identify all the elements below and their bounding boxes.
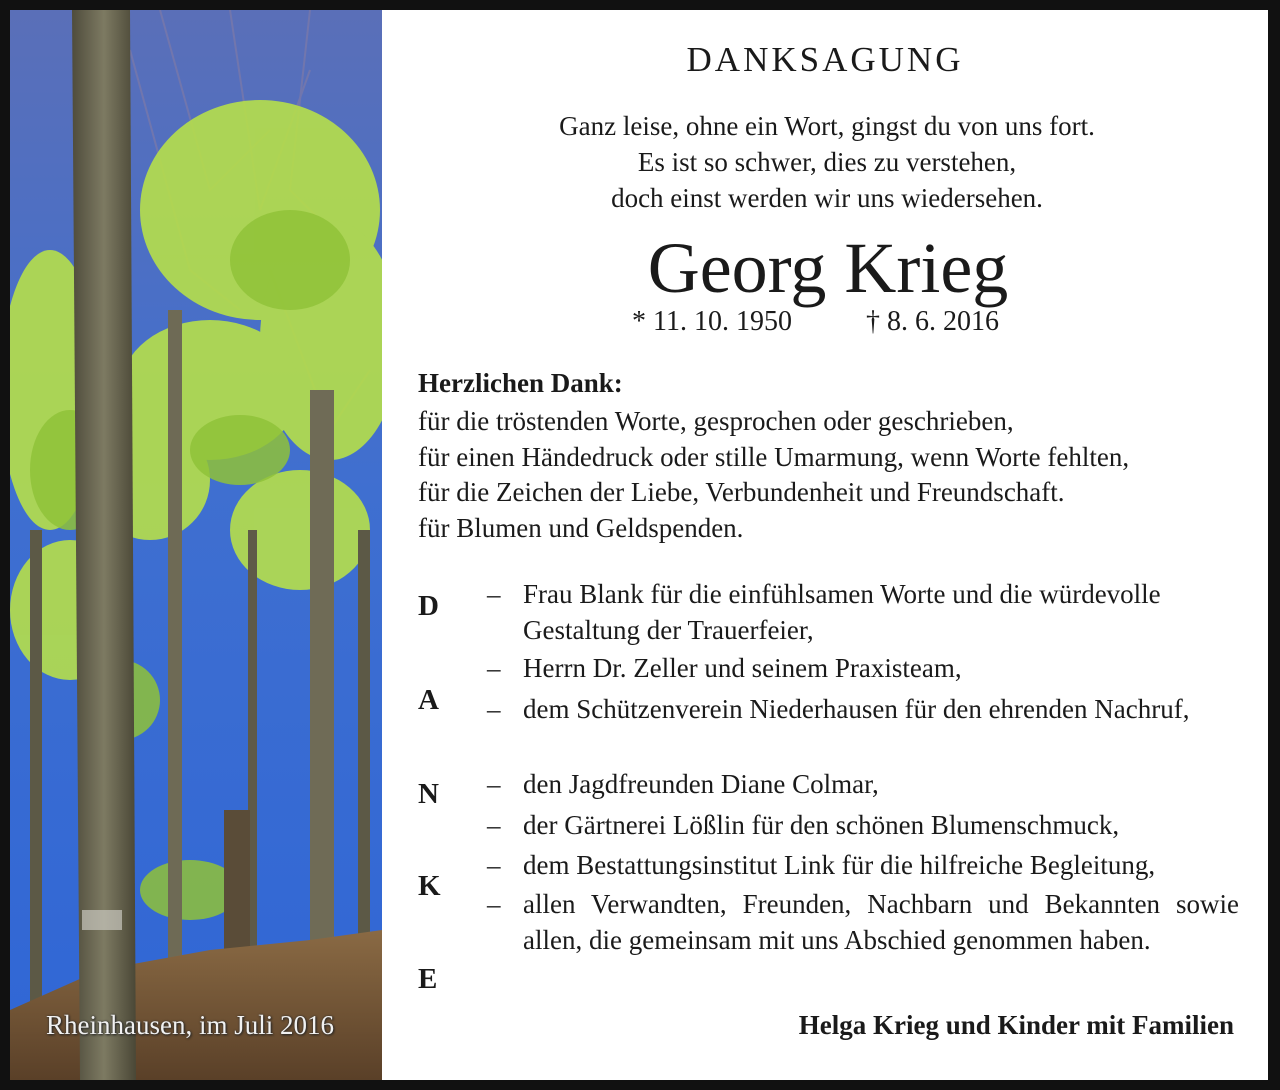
item-text: den Jagdfreunden Diane Colmar, xyxy=(523,769,879,799)
thanks-title: Herzlichen Dank: xyxy=(418,368,623,398)
dash-bullet: – xyxy=(487,769,501,799)
poem-line: doch einst werden wir uns wiedersehen. xyxy=(611,183,1043,213)
dash-bullet: – xyxy=(487,810,501,840)
poem-line: Ganz leise, ohne ein Wort, gingst du von uns fort. xyxy=(559,111,1095,141)
item-text: dem Bestattungsinstitut Link für die hilfreiche Begleitung, xyxy=(523,850,1156,880)
item-text: Frau Blank für die einfühlsamen Worte und die würdevolle Gestaltung der Trauerfeier, xyxy=(523,579,1161,645)
item-text: der Gärtnerei Lößlin für den schönen Blumenschmuck, xyxy=(523,810,1120,840)
poem-line: Es ist so schwer, dies zu verstehen, xyxy=(637,147,1017,177)
place-and-date: Rheinhausen, im Juli 2016 xyxy=(46,1010,334,1040)
item-text: Herrn Dr. Zeller und seinem Praxisteam, xyxy=(523,653,962,683)
danke-letter-d: D xyxy=(418,590,439,622)
item-text: allen Verwandten, Freunden, Nachbarn und Bekannten sowie allen, die gemeinsam mit uns Abschied genommen haben. xyxy=(523,889,1239,955)
forest-photo xyxy=(10,10,382,1080)
page-title: DANKSAGUNG xyxy=(686,40,964,79)
danke-letter-e: E xyxy=(418,963,438,995)
danke-letter-k: K xyxy=(418,870,441,902)
danke-letter-a: A xyxy=(418,684,439,716)
dash-bullet: – xyxy=(487,694,501,724)
birth-date: * 11. 10. 1950 xyxy=(632,306,792,337)
thanks-paragraph xyxy=(418,404,1129,546)
danke-letter-n: N xyxy=(418,778,439,810)
thanks-line: für die tröstenden Worte, gesprochen oder geschrieben, xyxy=(418,406,1014,436)
thanks-line: für einen Händedruck oder stille Umarmung, wenn Worte fehlten, xyxy=(418,441,1130,472)
thanks-line: für Blumen und Geldspenden. xyxy=(418,512,744,543)
thanks-line: für die Zeichen der Liebe, Verbundenheit und Freundschaft. xyxy=(418,477,1065,507)
dash-bullet: – xyxy=(487,579,501,609)
dash-bullet: – xyxy=(487,889,501,919)
death-date: † 8. 6. 2016 xyxy=(866,306,999,337)
deceased-name: Georg Krieg xyxy=(647,228,1009,308)
signature: Helga Krieg und Kinder mit Familien xyxy=(798,1010,1234,1040)
dash-bullet: – xyxy=(487,653,501,683)
dash-bullet: – xyxy=(487,850,501,880)
notice-text xyxy=(382,10,1268,1080)
item-text: dem Schützenverein Niederhausen für den ehrenden Nachruf, xyxy=(523,694,1190,724)
memorial-poem xyxy=(382,108,1272,216)
